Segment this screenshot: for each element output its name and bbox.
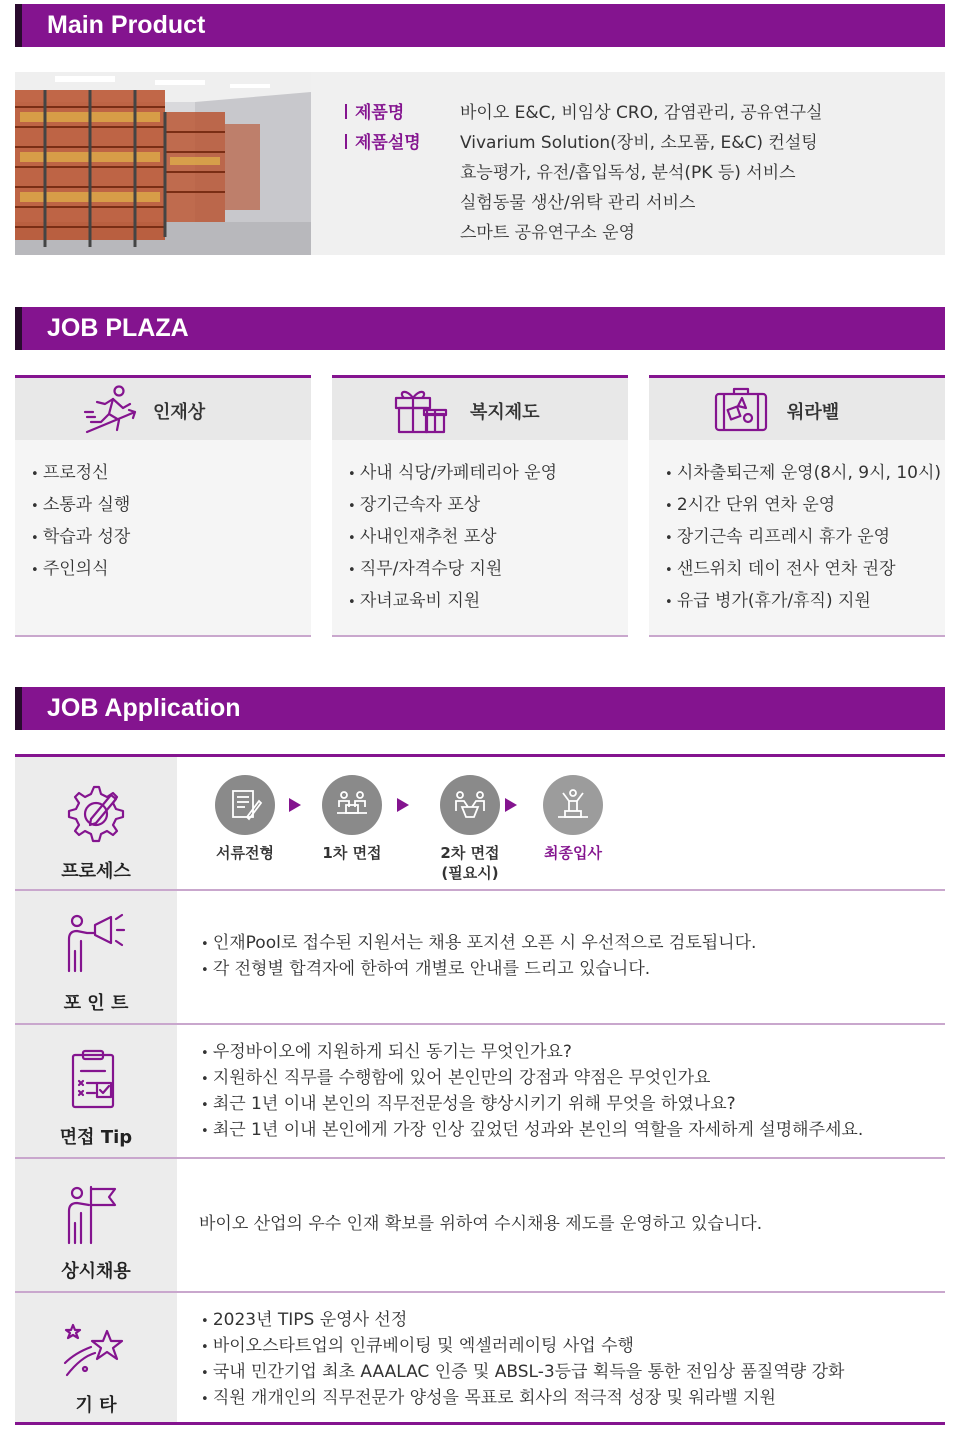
job-plaza-column-work-life-balance (649, 375, 945, 637)
talent-title: 인재상 (153, 402, 206, 423)
product-name-label: 제품명 (345, 98, 460, 128)
step-document-screening: 서류전형 (205, 775, 285, 863)
meeting-icon (440, 775, 500, 835)
list-item: • 사내 식당/카페테리아 운영 (348, 458, 628, 490)
list-item: • 자녀교육비 지원 (348, 586, 628, 618)
megaphone-person-icon (61, 911, 127, 977)
list-item: • 시차출퇴근제 운영(8시, 9시, 10시) (665, 458, 945, 490)
list-item: • 주인의식 (31, 554, 311, 586)
rolling-recruitment-label: 상시채용 (61, 1261, 131, 1282)
job-plaza-header: JOB PLAZA (15, 307, 945, 350)
tip-item: • 최근 1년 이내 본인의 직무전문성을 향상시키기 위해 무엇을 하였나요? (201, 1092, 863, 1118)
gift-icon (392, 384, 450, 436)
step-final-hire: 최종입사 (528, 775, 618, 863)
tip-item: • 우정바이오에 지원하게 되신 동기는 무엇인가요? (201, 1040, 863, 1066)
interview-tip-label: 면접 Tip (59, 1127, 133, 1148)
running-person-icon (83, 384, 141, 436)
rolling-recruitment-text: 바이오 산업의 우수 인재 확보를 위하여 수시채용 제도를 운영하고 있습니다. (199, 1214, 763, 1234)
etc-item: • 국내 민간기업 최초 AAALAC 인증 및 ABSL-3등급 획득을 통한 전임상 품질역량 강화 (201, 1360, 844, 1386)
etc-item: • 바이오스타트업의 인큐베이팅 및 엑셀러레이팅 사업 수행 (201, 1334, 844, 1360)
welfare-title: 복지제도 (470, 402, 540, 423)
product-description-list (460, 128, 818, 248)
point-item: • 인재Pool로 접수된 지원서는 채용 포지션 오픈 시 우선적으로 검토됩니다. (201, 931, 756, 957)
step-arrow (505, 798, 517, 812)
interview-icon (322, 775, 382, 835)
list-item: • 장기근속자 포상 (348, 490, 628, 522)
job-plaza-column-talent (15, 375, 311, 637)
process-row (15, 754, 945, 889)
job-application-header: JOB Application (15, 687, 945, 730)
description-line: 실험동물 생산/위탁 관리 서비스 (460, 193, 696, 213)
point-label: 포 인 트 (63, 993, 129, 1014)
work-life-balance-title: 워라밸 (787, 402, 840, 423)
tip-item: • 최근 1년 이내 본인에게 가장 인상 깊었던 성과와 본인의 역할을 자세하게 설명해주세요. (201, 1118, 863, 1144)
step-arrow (289, 798, 301, 812)
description-line: Vivarium Solution(장비, 소모품, E&C) 컨설팅 (460, 133, 818, 153)
list-item: • 샌드위치 데이 전사 연차 권장 (665, 554, 945, 586)
product-name-value: 바이오 E&C, 비임상 CRO, 감염관리, 공유연구실 (460, 103, 823, 123)
gear-pencil-icon (61, 781, 127, 847)
list-item: • 2시간 단위 연차 운영 (665, 490, 945, 522)
suitcase-icon (712, 384, 770, 436)
list-item: • 소통과 실행 (31, 490, 311, 522)
document-icon (215, 775, 275, 835)
etc-item: • 2023년 TIPS 운영사 선정 (201, 1308, 844, 1334)
step-arrow (397, 798, 409, 812)
lab-photo (15, 72, 311, 255)
shooting-star-icon (61, 1317, 127, 1383)
etc-item: • 직원 개개인의 직무전문가 양성을 목표로 회사의 적극적 성장 및 워라밸 지원 (201, 1386, 844, 1412)
point-text (201, 931, 756, 983)
description-line: 스마트 공유연구소 운영 (460, 223, 636, 243)
job-plaza-column-welfare (332, 375, 628, 637)
description-line: 효능평가, 유전/흡입독성, 분석(PK 등) 서비스 (460, 163, 796, 183)
step-second-interview: 2차 면접 (필요시) (420, 775, 520, 883)
product-description-label: 제품설명 (345, 128, 460, 248)
etc-row (15, 1291, 945, 1425)
list-item: • 학습과 성장 (31, 522, 311, 554)
tip-item: • 지원하신 직무를 수행함에 있어 본인만의 강점과 약점은 무엇인가요 (201, 1066, 863, 1092)
podium-person-icon (543, 775, 603, 835)
clipboard-checklist-icon (61, 1047, 127, 1113)
main-product-panel (15, 72, 945, 255)
etc-text (201, 1308, 844, 1412)
interview-tip-text (201, 1040, 863, 1144)
interview-tip-row (15, 1023, 945, 1157)
point-item: • 각 전형별 합격자에 한하여 개별로 안내를 드리고 있습니다. (201, 957, 756, 983)
person-flag-icon (61, 1183, 127, 1249)
point-row (15, 889, 945, 1023)
list-item: • 직무/자격수당 지원 (348, 554, 628, 586)
list-item: • 사내인재추천 포상 (348, 522, 628, 554)
list-item: • 장기근속 리프레시 휴가 운영 (665, 522, 945, 554)
etc-label: 기 타 (75, 1395, 117, 1416)
rolling-recruitment-row (15, 1157, 945, 1291)
main-product-header: Main Product (15, 4, 945, 47)
list-item: • 유급 병가(휴가/휴직) 지원 (665, 586, 945, 618)
step-first-interview: 1차 면접 (312, 775, 392, 863)
process-label: 프로세스 (61, 861, 131, 882)
list-item: • 프로정신 (31, 458, 311, 490)
